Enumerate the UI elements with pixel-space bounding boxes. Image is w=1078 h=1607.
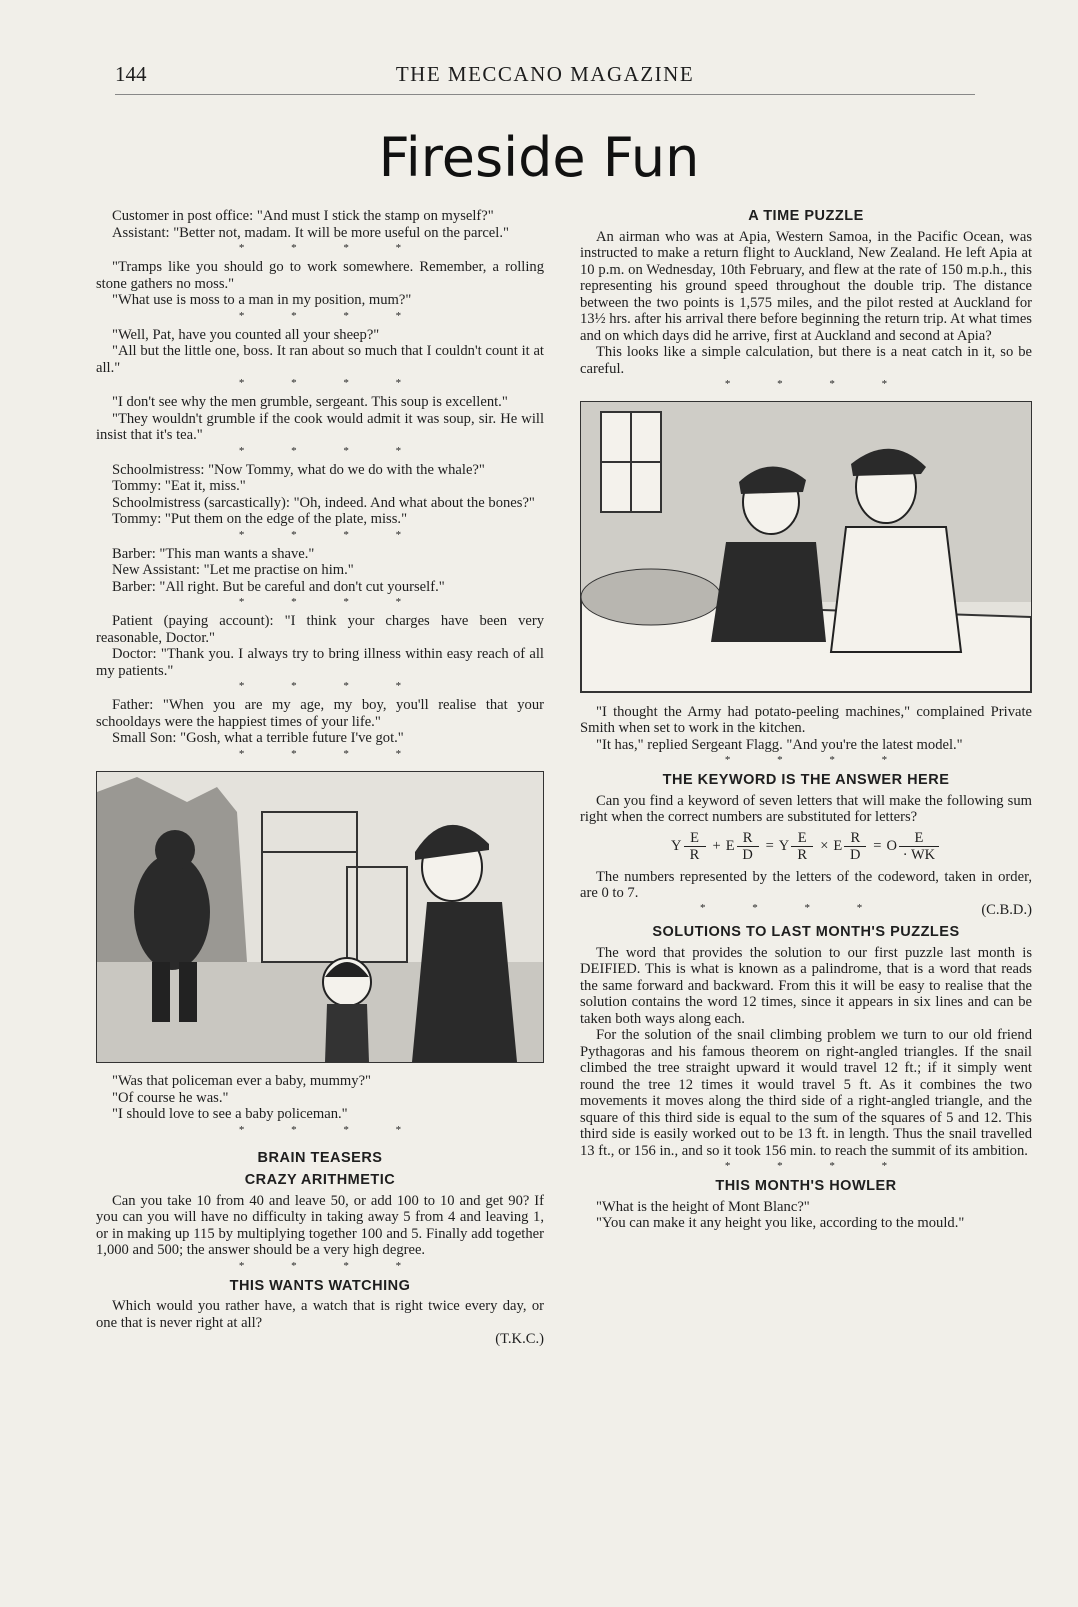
cartoon-caption: "Was that policeman ever a baby, mummy?"	[112, 1073, 372, 1089]
brain-teasers-heading: BRAIN TEASERS	[257, 1149, 383, 1166]
joke-line: Customer in post office: "And must I stick the stamp on myself?"	[112, 208, 494, 224]
separator-stars: * * * *	[238, 747, 424, 760]
joke-line: Schoolmistress: "Now Tommy, what do we do with the whale?"	[112, 461, 485, 478]
joke-line: Schoolmistress (sarcastically): "Oh, indeed. And what about the bones?"	[112, 494, 535, 511]
time-puzzle-text: An airman who was at Apia, Western Samoa, in the Pacific Ocean, was instructed to make a return flight to Auckland, New Zealand. He left Apia at 10 p.m. on Wednesday, 10th February, and flew at the rate of 150 m.p.h., this representing his ground speed throughout the double trip. The distance between the two points is 1,575 miles, and the pilot rested at Auckland for 13½ hrs. after his arrival there before beginning the return trip. At what times and on which days did he arrive, first at Auckland and second at Apia?	[580, 228, 1032, 344]
separator-stars: * * * *	[238, 444, 424, 457]
crazy-arithmetic-heading: CRAZY ARITHMETIC	[244, 1172, 396, 1188]
joke-line: "All but the little one, boss. It ran about so much that I couldn't count it at all."	[96, 343, 544, 376]
joke-line: Doctor: "Thank you. I always try to bring illness within easy reach of all my patients."	[96, 646, 544, 679]
eq-operator: +	[712, 837, 721, 854]
solutions-text: For the solution of the snail climbing problem we turn to our old friend Pythagoras and his famous theorem on right-angled triangles. If the snail climbed the tree straight upward it would travel 12 ft.; if it simply went round the tree 12 times it would travel 5 ft. As it combines the two movements it moves along the third side of a right-angled triangle, and the square of this third side is equal to the sum of the squares of 5 and 12. This third side is easily worked out to be 13 ft. in length. Thus the snail travelled 13 ft., or 156 in., and so it took 156 min. to reach the summit of its ambition.	[580, 1027, 1032, 1159]
joke-line: "I don't see why the men grumble, sergeant. This soup is excellent."	[112, 394, 508, 410]
eq-term: E	[833, 837, 843, 854]
page-header	[115, 62, 975, 95]
separator-stars: * * * *	[238, 1259, 424, 1272]
time-puzzle-text: This looks like a simple calculation, but there is a neat catch in it, so be careful.	[580, 344, 1032, 377]
time-puzzle-heading: A TIME PUZZLE	[748, 208, 864, 224]
page-title: Fireside Fun	[378, 126, 700, 189]
policeman-cartoon	[96, 771, 544, 1063]
separator-stars: * * * *	[724, 378, 910, 390]
keyword-text: Can you find a keyword of seven letters that will make the following sum right when the correct numbers are substituted for letters?	[580, 792, 1032, 825]
watch-text: Which would you rather have, a watch that is right twice every day, or one that is never right at all?	[96, 1298, 544, 1331]
separator-stars: * * * *	[724, 754, 910, 766]
page-number: 144	[115, 62, 147, 86]
watch-credit: (T.K.C.)	[495, 1331, 544, 1347]
keyword-text: The numbers represented by the letters of the codeword, taken in order, are 0 to 7.	[580, 868, 1032, 901]
separator-stars: * * * *	[238, 596, 424, 608]
joke-4	[96, 394, 544, 444]
separator-stars: * * * *	[238, 377, 424, 389]
joke-line: "Tramps like you should go to work somewhere. Remember, a rolling stone gathers no moss."	[96, 259, 544, 292]
eq-term: E	[725, 837, 735, 854]
eq-term: Y	[778, 837, 790, 854]
eq-term: O	[886, 837, 897, 854]
keyword-heading: THE KEYWORD IS THE ANSWER HERE	[662, 772, 950, 788]
separator-stars: * * * *	[238, 309, 424, 322]
joke-line: Father: "When you are my age, my boy, you'll realise that your schooldays were the happiest times of your life."	[96, 697, 544, 730]
eq-fraction: $\frac{E}{\cdot WK}$	[899, 830, 939, 863]
cartoon-caption: "I should love to see a baby policeman."	[112, 1106, 348, 1122]
howler-heading: THIS MONTH'S HOWLER	[715, 1178, 897, 1194]
left-column	[96, 208, 544, 1348]
cartoon-caption: "Of course he was."	[112, 1089, 229, 1106]
separator-stars: * * * *	[238, 680, 424, 692]
joke-1	[96, 208, 544, 241]
joke-line: Barber: "This man wants a shave."	[112, 545, 315, 562]
joke-line: Small Son: "Gosh, what a terrible future I've got."	[112, 730, 404, 746]
separator-stars: * * * *	[724, 1160, 910, 1172]
eq-fraction: $\frac{R}{D}$	[844, 830, 866, 863]
separator-stars: * * * *	[238, 242, 424, 254]
eq-fraction: $\frac{R}{D}$	[737, 830, 759, 863]
joke-line: Tommy: "Put them on the edge of the plate, miss."	[112, 511, 408, 527]
eq-operator: ×	[820, 837, 829, 854]
joke-5	[96, 462, 544, 528]
eq-operator: =	[765, 837, 774, 854]
joke-line: "What use is moss to a man in my position, mum?"	[112, 292, 412, 308]
solutions-heading: SOLUTIONS TO LAST MONTH'S PUZZLES	[652, 924, 960, 940]
cartoon-caption: "I thought the Army had potato-peeling machines," complained Private Smith when set to work in the kitchen.	[580, 703, 1032, 736]
joke-3	[96, 327, 544, 377]
magazine-title: THE MECCANO MAGAZINE	[395, 62, 695, 86]
army-kitchen-cartoon	[580, 401, 1032, 693]
joke-line: Barber: "All right. But be careful and don't cut yourself."	[112, 578, 445, 595]
eq-fraction: $\frac{E}{R}$	[791, 830, 813, 863]
joke-6	[96, 546, 544, 596]
joke-line: Patient (paying account): "I think your charges have been very reasonable, Doctor."	[96, 613, 544, 646]
right-column	[580, 208, 1032, 1232]
separator-stars: * * * *	[238, 1123, 424, 1136]
separator-stars: * * * *	[700, 901, 885, 914]
keyword-equation	[580, 830, 1032, 863]
eq-operator: =	[873, 837, 882, 854]
keyword-credit: (C.B.D.)	[981, 901, 1032, 918]
howler-text: "You can make it any height you like, according to the mould."	[596, 1215, 965, 1231]
solutions-text: The word that provides the solution to our first puzzle last month is DEIFIED. This is what is known as a palindrome, that is a word that reads the same forward and backward. From this it will be easy to realise that the solution contains the word 12 times, since it appears in six lines and can be taken both ways along each.	[580, 944, 1032, 1027]
joke-line: Assistant: "Better not, madam. It will be more useful on the parcel."	[112, 224, 509, 241]
separator-stars: * * * *	[238, 528, 424, 541]
joke-line: Tommy: "Eat it, miss."	[112, 478, 246, 494]
joke-line: "Well, Pat, have you counted all your sheep?"	[112, 326, 380, 343]
joke-7	[96, 613, 544, 679]
watch-heading: THIS WANTS WATCHING	[229, 1277, 411, 1294]
cartoon-caption: "It has," replied Sergeant Flagg. "And you're the latest model."	[596, 736, 963, 753]
joke-8	[96, 697, 544, 747]
howler-text: "What is the height of Mont Blanc?"	[596, 1198, 810, 1215]
joke-2	[96, 259, 544, 309]
joke-line: "They wouldn't grumble if the cook would admit it was soup, sir. He will insist that it's tea."	[96, 410, 544, 443]
eq-term: Y	[671, 837, 682, 854]
crazy-arithmetic-text: Can you take 10 from 40 and leave 50, or add 100 to 10 and get 90? If you can you will have no difficulty in taking away 5 from 4 and leaving 1, or in making up 115 by multiplying together 100 and 5. Finally add together 1,000 and 500; the answer should be a very high degree.	[96, 1192, 544, 1258]
joke-line: New Assistant: "Let me practise on him."	[112, 562, 354, 578]
eq-fraction: $\frac{E}{R}$	[684, 830, 706, 863]
keyword-footer	[580, 902, 1032, 919]
